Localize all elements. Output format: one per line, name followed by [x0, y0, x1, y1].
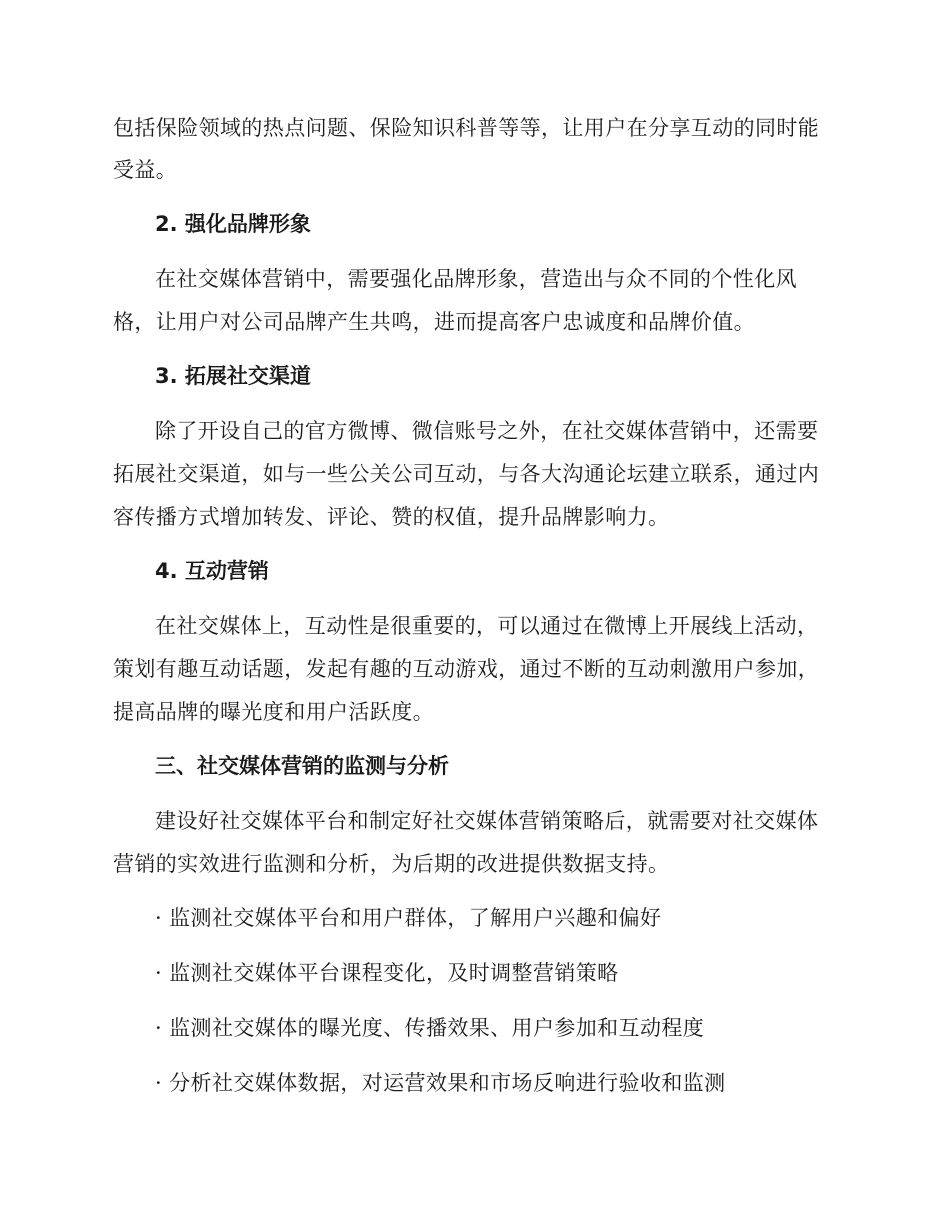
section-channels-line-2: 拓展社交渠道，如与一些公关公司互动，与各大沟通论坛建立联系，通过内: [113, 462, 820, 486]
section-interactive-line-2: 策划有趣互动话题，发起有趣的互动游戏，通过不断的互动刺激用户参加，: [113, 657, 820, 681]
section-channels-line-1: 除了开设自己的官方微博、微信账号之外，在社交媒体营销中，还需要: [155, 419, 819, 443]
intro-line-1: 包括保险领域的热点问题、保险知识科普等等，让用户在分享互动的同时能: [113, 116, 820, 140]
section-channels-line-3: 容传播方式增加转发、评论、赞的权值，提升品牌影响力。: [113, 505, 670, 529]
intro-line-2: 受益。: [113, 158, 178, 182]
part3-line-1: 建设好社交媒体平台和制定好社交媒体营销策略后，就需要对社交媒体: [155, 809, 819, 833]
part3-heading: 三、社交媒体营销的监测与分析: [155, 754, 449, 778]
section-interactive-line-3: 提高品牌的曝光度和用户活跃度。: [113, 700, 434, 724]
part3-line-2: 营销的实效进行监测和分析，为后期的改进提供数据支持。: [113, 852, 670, 876]
bullet-item-1: · 监测社交媒体平台和用户群体，了解用户兴趣和偏好: [155, 906, 662, 930]
section-heading-social-channels: 3. 拓展社交渠道: [155, 364, 311, 388]
section-interactive-line-1: 在社交媒体上，互动性是很重要的，可以通过在微博上开展线上活动，: [155, 614, 819, 638]
bullet-item-4: · 分析社交媒体数据，对运营效果和市场反响进行验收和监测: [155, 1071, 726, 1095]
bullet-item-3: · 监测社交媒体的曝光度、传播效果、用户参加和互动程度: [155, 1016, 705, 1040]
section-heading-interactive-marketing: 4. 互动营销: [155, 559, 269, 583]
section-brand-line-2: 格，让用户对公司品牌产生共鸣，进而提高客户忠诚度和品牌价值。: [113, 310, 755, 334]
section-heading-brand-image: 2. 强化品牌形象: [155, 212, 311, 236]
bullet-item-2: · 监测社交媒体平台课程变化，及时调整营销策略: [155, 961, 619, 985]
section-brand-line-1: 在社交媒体营销中，需要强化品牌形象，营造出与众不同的个性化风: [155, 267, 797, 291]
